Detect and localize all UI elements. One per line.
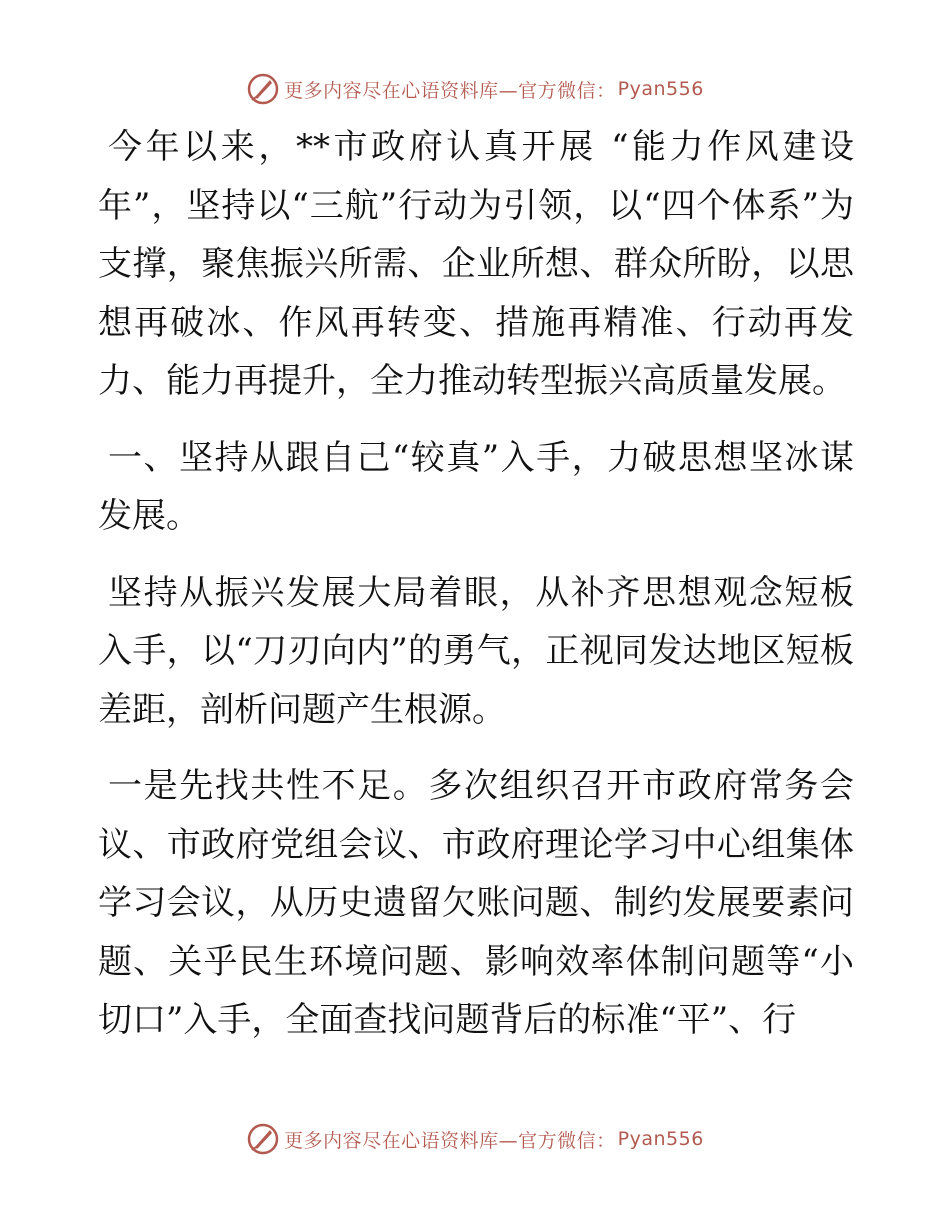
intro-paragraph: 今年以来，**市政府认真开展 “能力作风建设年”，坚持以“三航”行动为引领，以“四个体系”为支撑，聚焦振兴所需、企业所想、群众所盼，以思想再破冰、作风再转变、措施再精准、行动再发力、能力再提升，全力推动转型振兴高质量发展。: [98, 127, 854, 401]
watermark-text: 更多内容尽在心语资料库—官方微信：: [284, 1129, 616, 1152]
section-heading: 一、坚持从跟自己“较真”入手，力破思想坚冰谋发展。: [98, 437, 854, 536]
document-body: [98, 118, 854, 1068]
header-watermark: [0, 72, 950, 106]
footer-watermark: [0, 1122, 950, 1156]
watermark-wechat-id: Pyan556: [617, 78, 704, 100]
quill-seal-icon: [246, 72, 280, 106]
watermark-text: 更多内容尽在心语资料库—官方微信：: [284, 79, 616, 102]
point-paragraph: 一是先找共性不足。多次组织召开市政府常务会议、市政府党组会议、市政府理论学习中心组集体学习会议，从历史遗留欠账问题、制约发展要素问题、关乎民生环境问题、影响效率体制问题等“小切口”入手，全面查找问题背后的标准“平”、行: [98, 766, 854, 1040]
watermark-wechat-id: Pyan556: [617, 1128, 704, 1150]
quill-seal-icon: [246, 1122, 280, 1156]
section-paragraph: 坚持从振兴发展大局着眼，从补齐思想观念短板入手，以“刀刃向内”的勇气，正视同发达地区短板差距，剖析问题产生根源。: [98, 572, 854, 730]
